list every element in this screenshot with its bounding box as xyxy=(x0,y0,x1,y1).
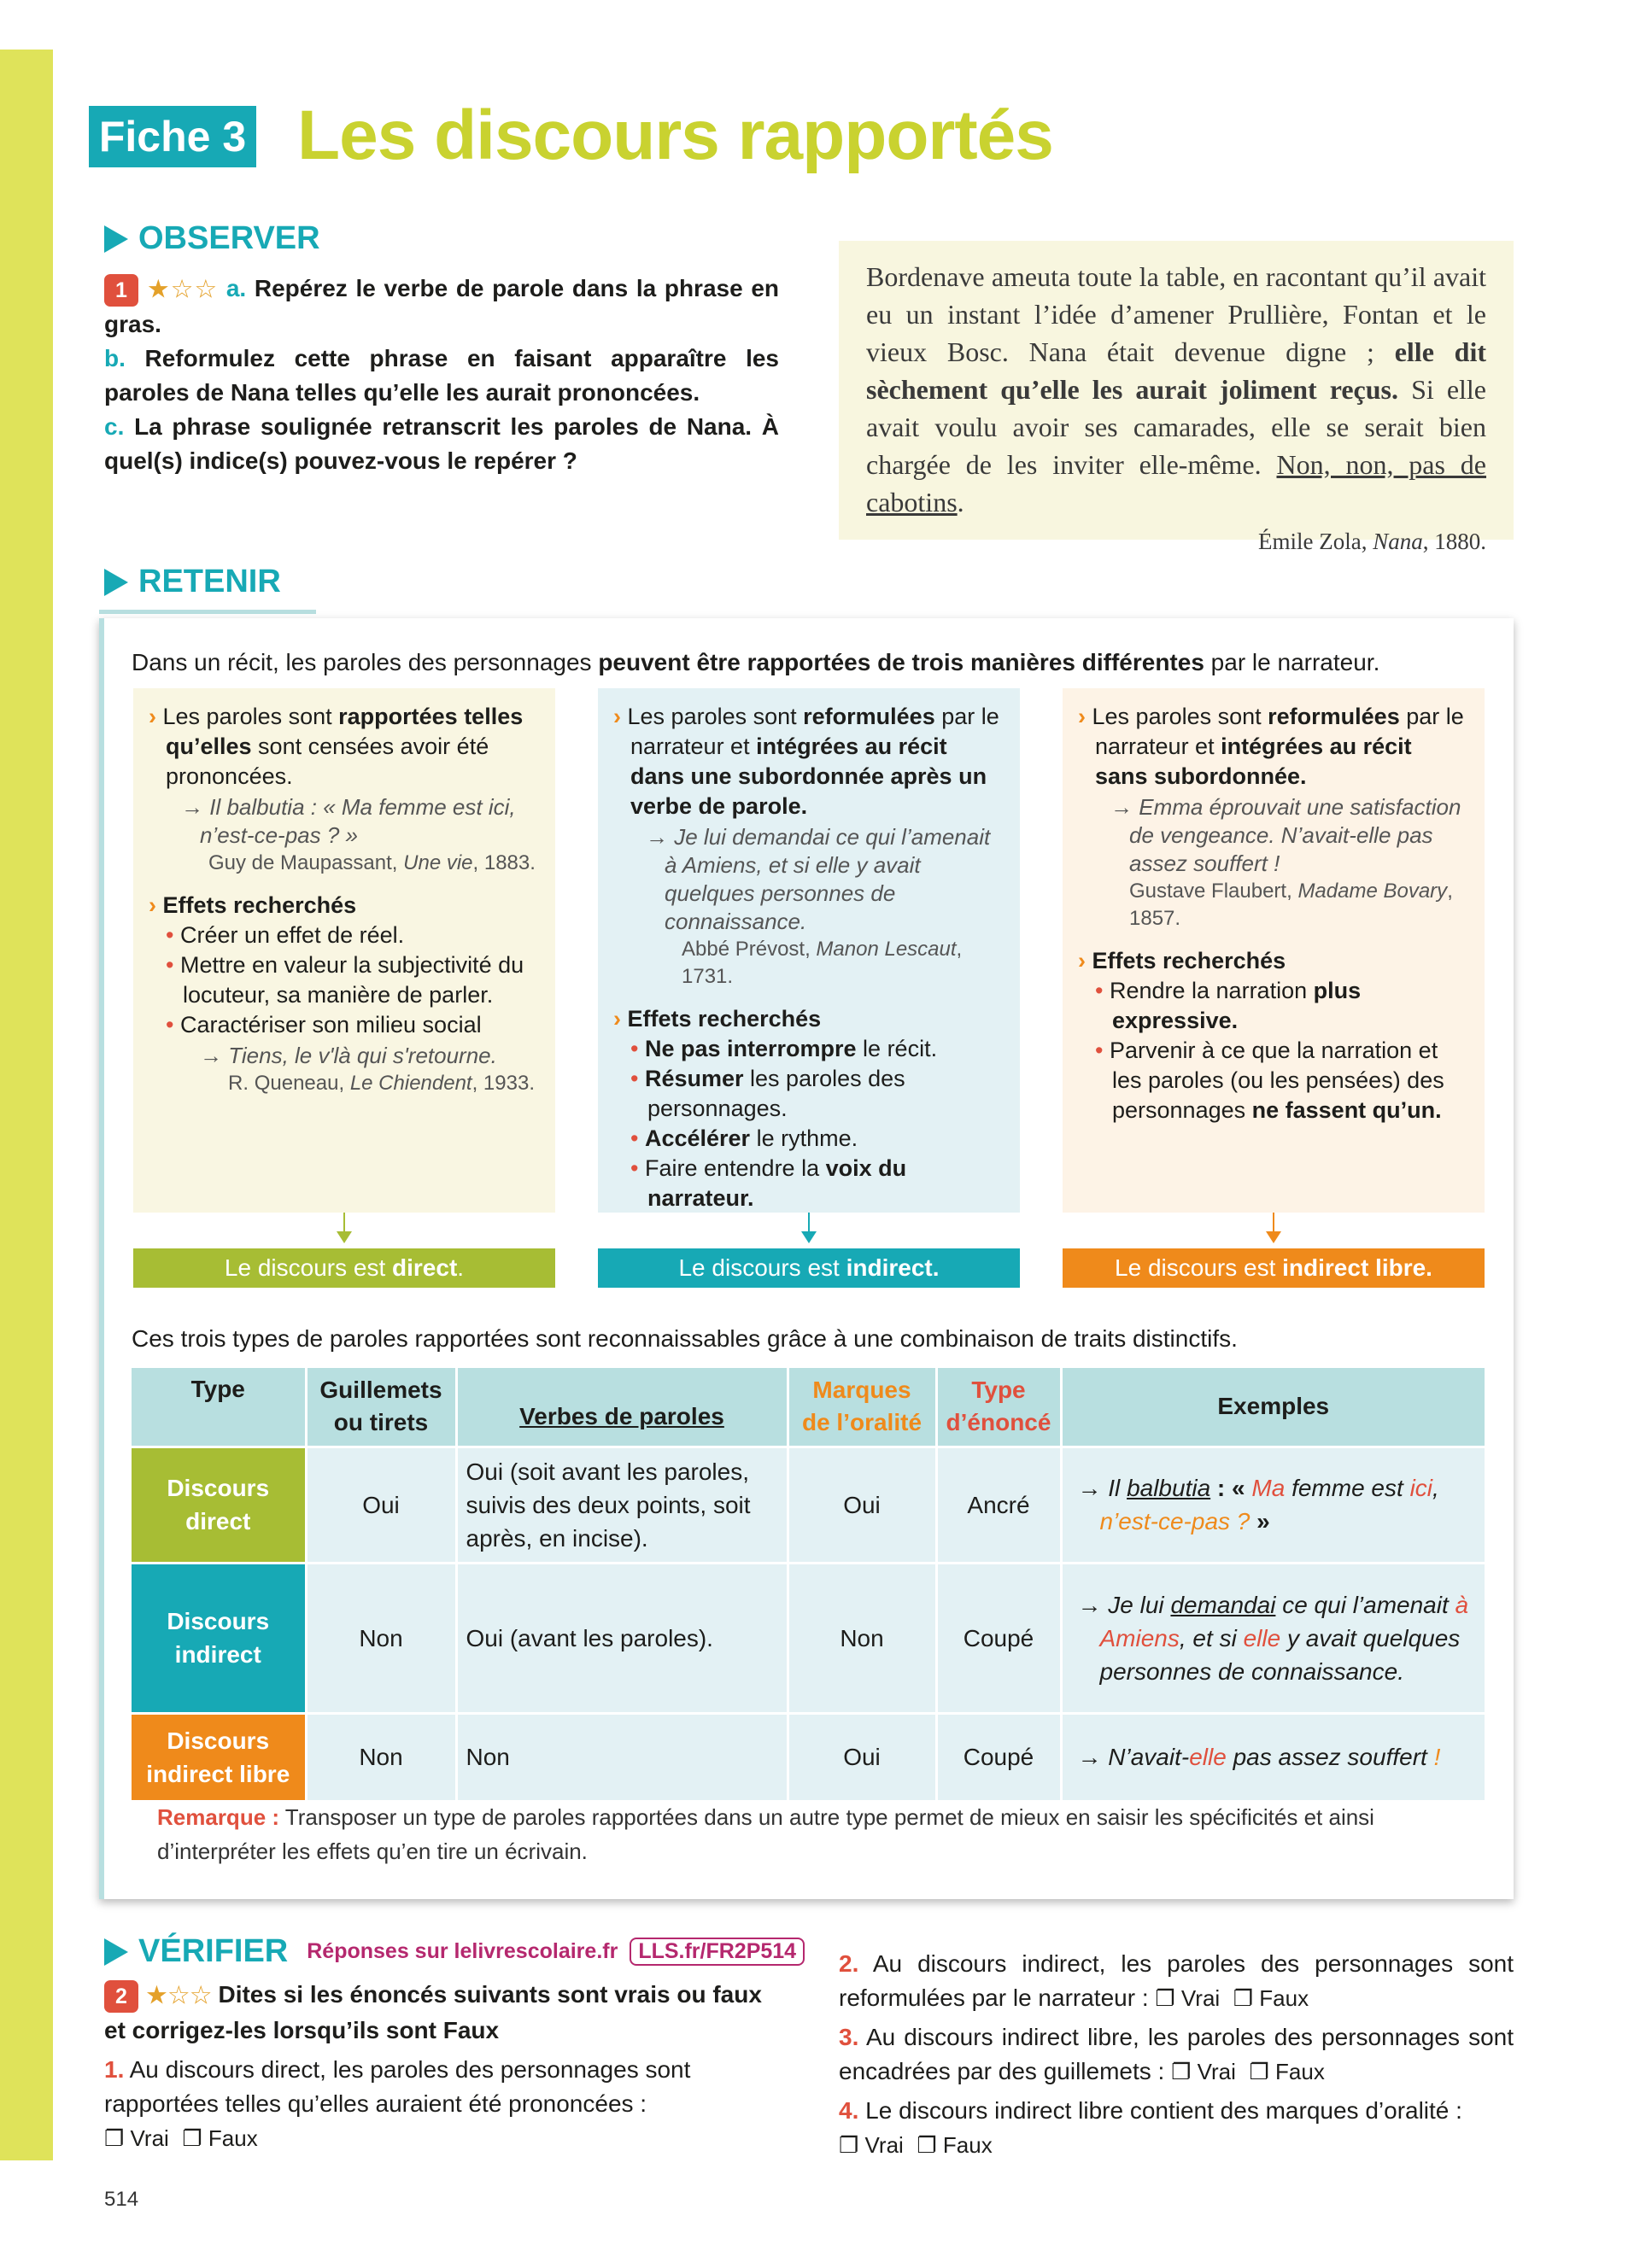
observer-heading-label: OBSERVER xyxy=(138,220,320,256)
example: → Emma éprouvait une satisfaction de vengeance. N’avait-elle pas assez souffert ! xyxy=(1110,794,1461,876)
verifier-right-column xyxy=(839,1942,1514,2162)
header-guillemets: Guillemets ou tirets xyxy=(306,1368,456,1447)
band-direct: Le discours est direct. xyxy=(133,1248,555,1288)
example: → Tiens, le v'là qui s'retourne. xyxy=(200,1043,497,1068)
band-indirect: Le discours est indirect. xyxy=(598,1248,1020,1288)
arrow-down-icon xyxy=(808,1213,810,1236)
question-1: 1. Au discours direct, les paroles des personnages sont rapportées telles qu’elles auraient été prononcées : ❐ Vrai ❐ Faux xyxy=(104,2055,691,2151)
example: → Je lui demandai ce qui l’amenait à Amiens, et si elle y avait quelques personnes de connaissance. xyxy=(646,824,991,934)
retenir-heading xyxy=(104,564,281,600)
header-enonce: Type d’énoncé xyxy=(936,1368,1061,1447)
question-3: 3. Au discours indirect libre, les paroles des personnages sont encadrées par des guillemets : ❐ Vrai ❐ Faux xyxy=(839,2024,1514,2084)
checkbox-vrai[interactable]: ❐ Vrai xyxy=(1155,1985,1221,2011)
fiche-badge: Fiche 3 xyxy=(89,106,256,167)
example-source: R. Queneau, Le Chiendent, 1933. xyxy=(228,1072,535,1095)
question-b: Reformulez cette phrase en faisant apparaître les paroles de Nana telles qu’elle les aurait prononcées. xyxy=(104,344,779,406)
citation-box xyxy=(839,241,1514,554)
retenir-underline xyxy=(99,610,316,614)
column-indirect-libre: › Les paroles sont reformulées par le narrateur et intégrées au récit sans subordonnée. → Emma éprouvait une satisfaction de vengeance. N’avait-elle pas assez souffert ! Gustave Flaubert, Madame Bovary, 1857. › Effets recherchés • Rendre la narration plus expressive. • Parvenir à ce que la narration et les paroles (ou les pensées) des personnages ne fassent qu’un. xyxy=(1063,688,1485,1213)
citation-source: Émile Zola, Nana, 1880. xyxy=(1258,529,1486,554)
observer-questions: 1 ★☆☆ a. Repérez le verbe de parole dans la phrase en gras. b. Reformulez cette phrase en faisant apparaître les paroles de Nana telles qu’elle les aurait prononcées. c. La phrase soulignée retranscrit les paroles de Nana. À quel(s) indice(s) pouvez-vous le repérer ? xyxy=(104,275,779,474)
example-source: Guy de Maupassant, Une vie, 1883. xyxy=(208,851,536,874)
checkbox-vrai[interactable]: ❐ Vrai xyxy=(1171,2059,1236,2084)
chevron-right-icon: › xyxy=(613,1006,621,1032)
checkbox-faux[interactable]: ❐ Faux xyxy=(1233,1985,1309,2011)
checkbox-faux[interactable]: ❐ Faux xyxy=(182,2125,258,2151)
checkbox-faux[interactable]: ❐ Faux xyxy=(1249,2059,1325,2084)
verifier-left-column xyxy=(104,1978,779,2155)
retenir-intro: Dans un récit, les paroles des personnages peuvent être rapportées de trois manières différentes par le narrateur. xyxy=(132,649,1380,675)
table-row: Discours indirect libre Non Non Oui Coupé → N’avait-elle pas assez souffert ! xyxy=(132,1713,1485,1800)
question-a: Repérez le verbe de parole dans la phrase en gras. xyxy=(104,275,779,337)
page-title: Les discours rapportés xyxy=(297,96,1053,174)
exercise-number-badge: 1 xyxy=(104,274,138,307)
citation-text: Bordenave ameuta toute la table, en racontant qu’il avait eu un instant l’idée d’amener Prullière, Fontan et le vieux Bosc. Nana était devenue digne ; elle dit sèchement qu’elle les aurait joliment reçus. Si elle avait voulu avoir ses camarades, elle se serait bien chargée de les inviter elle-même. Non, non, pas de cabotins. xyxy=(866,261,1487,517)
question-2: 2. Au discours indirect, les paroles des personnages sont reformulées par le narrateur : ❐ Vrai ❐ Faux xyxy=(839,1950,1514,2011)
page-number: 514 xyxy=(104,2188,139,2211)
chevron-right-icon: › xyxy=(149,704,156,729)
question-c: La phrase soulignée retranscrit les paroles de Nana. À quel(s) indice(s) pouvez-vous le repérer ? xyxy=(104,412,779,474)
checkbox-faux[interactable]: ❐ Faux xyxy=(917,2132,993,2158)
observer-heading xyxy=(104,220,320,257)
checkbox-vrai[interactable]: ❐ Vrai xyxy=(839,2132,904,2158)
exercise-number-badge: 2 xyxy=(104,1980,138,2013)
lls-link[interactable]: LLS.fr/FR2P514 xyxy=(630,1938,805,1966)
checkbox-vrai[interactable]: ❐ Vrai xyxy=(104,2125,169,2151)
header-marques: Marques de l’oralité xyxy=(788,1368,936,1447)
header-exemples: Exemples xyxy=(1061,1368,1485,1447)
triangle-icon xyxy=(104,225,128,253)
column-direct: › Les paroles sont rapportées telles qu’elles sont censées avoir été prononcées. → Il balbutia : « Ma femme est ici, n’est-ce-pas ? » Guy de Maupassant, Une vie, 1883. › Effets recherchés • Créer un effet de réel. • Mettre en valeur la subjectivité du locuteur, sa manière de parler. • Caractériser son milieu social → Tiens, le v'là qui s'retourne. R. Queneau, Le Chiendent, 1933. xyxy=(133,688,555,1213)
left-margin-bar xyxy=(0,50,53,2160)
effects-heading: › Effets recherchés xyxy=(1078,948,1286,973)
example-source: Gustave Flaubert, Madame Bovary, 1857. xyxy=(1129,880,1453,930)
triangle-icon xyxy=(104,1938,128,1966)
chevron-right-icon: › xyxy=(1078,704,1086,729)
arrow-down-icon xyxy=(343,1213,345,1236)
table-intro: Ces trois types de paroles rapportées sont reconnaissables grâce à une combinaison de traits distinctifs. xyxy=(132,1325,1238,1352)
example-source: Abbé Prévost, Manon Lescaut, 1731. xyxy=(682,938,963,988)
difficulty-stars-icon: ★☆☆ xyxy=(145,1981,212,2010)
example: → Il balbutia : « Ma femme est ici, n’est-ce-pas ? » xyxy=(181,794,516,848)
question-4: 4. Le discours indirect libre contient des marques d’oralité : ❐ Vrai ❐ Faux xyxy=(839,2097,1462,2158)
answers-link-text[interactable]: Réponses sur lelivrescolaire.fr xyxy=(307,1939,618,1963)
chevron-right-icon: › xyxy=(613,704,621,729)
chevron-right-icon: › xyxy=(1078,948,1086,973)
remarque: Remarque : Transposer un type de paroles rapportées dans un autre type permet de mieux en saisir les spécificités et ainsi d’interpréter les effets qu’en tire un écrivain. xyxy=(157,1804,1374,1864)
column-indirect: › Les paroles sont reformulées par le narrateur et intégrées au récit dans une subordonnée après un verbe de parole. → Je lui demandai ce qui l’amenait à Amiens, et si elle y avait quelques personnes de connaissance. Abbé Prévost, Manon Lescaut, 1731. › Effets recherchés • Ne pas interrompre le récit. • Résumer les paroles des personnages. • Accélérer le rythme. • Faire entendre la voix du narrateur. xyxy=(598,688,1020,1213)
table-row: Discours direct Oui Oui (soit avant les paroles, suivis des deux points, soit après, en incise). Oui Ancré → Il balbutia : « Ma femme est ici, n’est-ce-pas ? » xyxy=(132,1447,1485,1563)
chevron-right-icon: › xyxy=(149,892,156,918)
header-verbes: Verbes de paroles xyxy=(456,1368,788,1447)
header-type: Type xyxy=(132,1368,306,1447)
effects-heading: › Effets recherchés xyxy=(149,892,357,918)
effects-heading: › Effets recherchés xyxy=(613,1006,822,1032)
arrow-down-icon xyxy=(1273,1213,1274,1236)
verifier-heading-label: VÉRIFIER xyxy=(138,1933,289,1969)
band-indirect-libre: Le discours est indirect libre. xyxy=(1063,1248,1485,1288)
table-header-row xyxy=(132,1368,1485,1447)
difficulty-stars-icon: ★☆☆ xyxy=(145,275,219,304)
retenir-heading-label: RETENIR xyxy=(138,564,281,599)
table-row: Discours indirect Non Oui (avant les paroles). Non Coupé → Je lui demandai ce qui l’amenait à Amiens, et si elle y avait quelques personnes de connaissance. xyxy=(132,1563,1485,1713)
exercise-instruction: 2 ★☆☆ Dites si les énoncés suivants sont vrais ou faux et corrigez-les lorsqu’ils sont Faux xyxy=(104,1981,762,2043)
triangle-icon xyxy=(104,569,128,596)
verifier-heading xyxy=(104,1933,805,1970)
comparison-table xyxy=(132,1368,1485,1800)
